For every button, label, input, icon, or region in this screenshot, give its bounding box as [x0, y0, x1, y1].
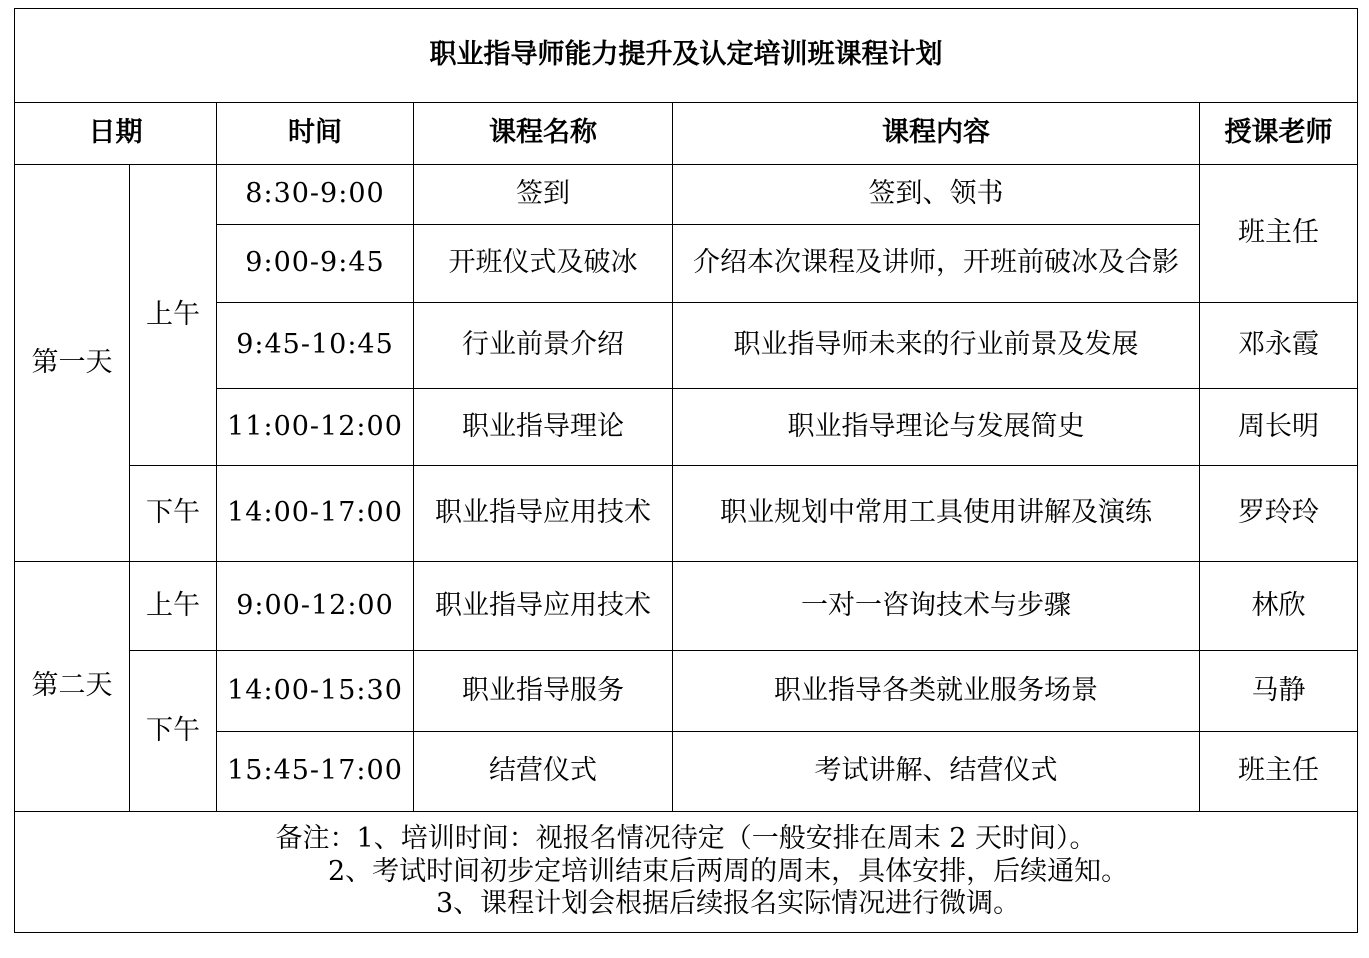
teacher-cell: 邓永霞 [1200, 303, 1358, 389]
header-time: 时间 [217, 103, 414, 165]
note-line-2: 2、考试时间初步定培训结束后两周的周末，具体安排，后续通知。 [327, 855, 1129, 887]
table-row [15, 303, 1358, 389]
time-cell: 14:00-15:30 [217, 651, 414, 732]
table-row [15, 732, 1358, 812]
course-name-cell: 职业指导应用技术 [414, 466, 673, 562]
course-content-cell: 考试讲解、结营仪式 [673, 732, 1200, 812]
day-two-morning-cell: 上午 [130, 562, 217, 651]
table-row [15, 651, 1358, 732]
notes-section [15, 812, 1358, 933]
table-row [15, 225, 1358, 303]
time-cell: 14:00-17:00 [217, 466, 414, 562]
course-name-cell: 结营仪式 [414, 732, 673, 812]
time-cell: 11:00-12:00 [217, 389, 414, 466]
course-content-cell: 职业规划中常用工具使用讲解及演练 [673, 466, 1200, 562]
page-title: 职业指导师能力提升及认定培训班课程计划 [15, 9, 1358, 103]
teacher-cell: 周长明 [1200, 389, 1358, 466]
header-course-name: 课程名称 [414, 103, 673, 165]
day-two-cell: 第二天 [15, 562, 130, 812]
time-cell: 9:45-10:45 [217, 303, 414, 389]
course-name-cell: 职业指导应用技术 [414, 562, 673, 651]
course-name-cell: 职业指导服务 [414, 651, 673, 732]
course-content-cell: 介绍本次课程及讲师，开班前破冰及合影 [673, 225, 1200, 303]
course-content-cell: 职业指导师未来的行业前景及发展 [673, 303, 1200, 389]
teacher-cell: 班主任 [1200, 165, 1358, 303]
teacher-cell: 林欣 [1200, 562, 1358, 651]
course-content-cell: 职业指导理论与发展简史 [673, 389, 1200, 466]
time-cell: 9:00-12:00 [217, 562, 414, 651]
teacher-cell: 班主任 [1200, 732, 1358, 812]
day-one-morning-cell: 上午 [130, 165, 217, 466]
time-cell: 8:30-9:00 [217, 165, 414, 225]
teacher-cell: 马静 [1200, 651, 1358, 732]
course-name-cell: 签到 [414, 165, 673, 225]
day-one-cell: 第一天 [15, 165, 130, 562]
time-cell: 9:00-9:45 [217, 225, 414, 303]
course-schedule-table [14, 8, 1358, 933]
day-two-afternoon-cell: 下午 [130, 651, 217, 812]
course-content-cell: 一对一咨询技术与步骤 [673, 562, 1200, 651]
course-name-cell: 行业前景介绍 [414, 303, 673, 389]
course-content-cell: 签到、领书 [673, 165, 1200, 225]
note-line-1: 备注：1、培训时间：视报名情况待定（一般安排在周末 2 天时间）。 [275, 823, 1097, 855]
header-course-content: 课程内容 [673, 103, 1200, 165]
course-content-cell: 职业指导各类就业服务场景 [673, 651, 1200, 732]
time-cell: 15:45-17:00 [217, 732, 414, 812]
header-teacher: 授课老师 [1200, 103, 1358, 165]
table-row [15, 562, 1358, 651]
table-row [15, 165, 1358, 225]
table-row [15, 466, 1358, 562]
day-one-afternoon-cell: 下午 [130, 466, 217, 562]
course-name-cell: 开班仪式及破冰 [414, 225, 673, 303]
teacher-cell: 罗玲玲 [1200, 466, 1358, 562]
course-name-cell: 职业指导理论 [414, 389, 673, 466]
table-row [15, 389, 1358, 466]
header-date: 日期 [15, 103, 217, 165]
note-line-3: 3、课程计划会根据后续报名实际情况进行微调。 [435, 888, 1021, 920]
